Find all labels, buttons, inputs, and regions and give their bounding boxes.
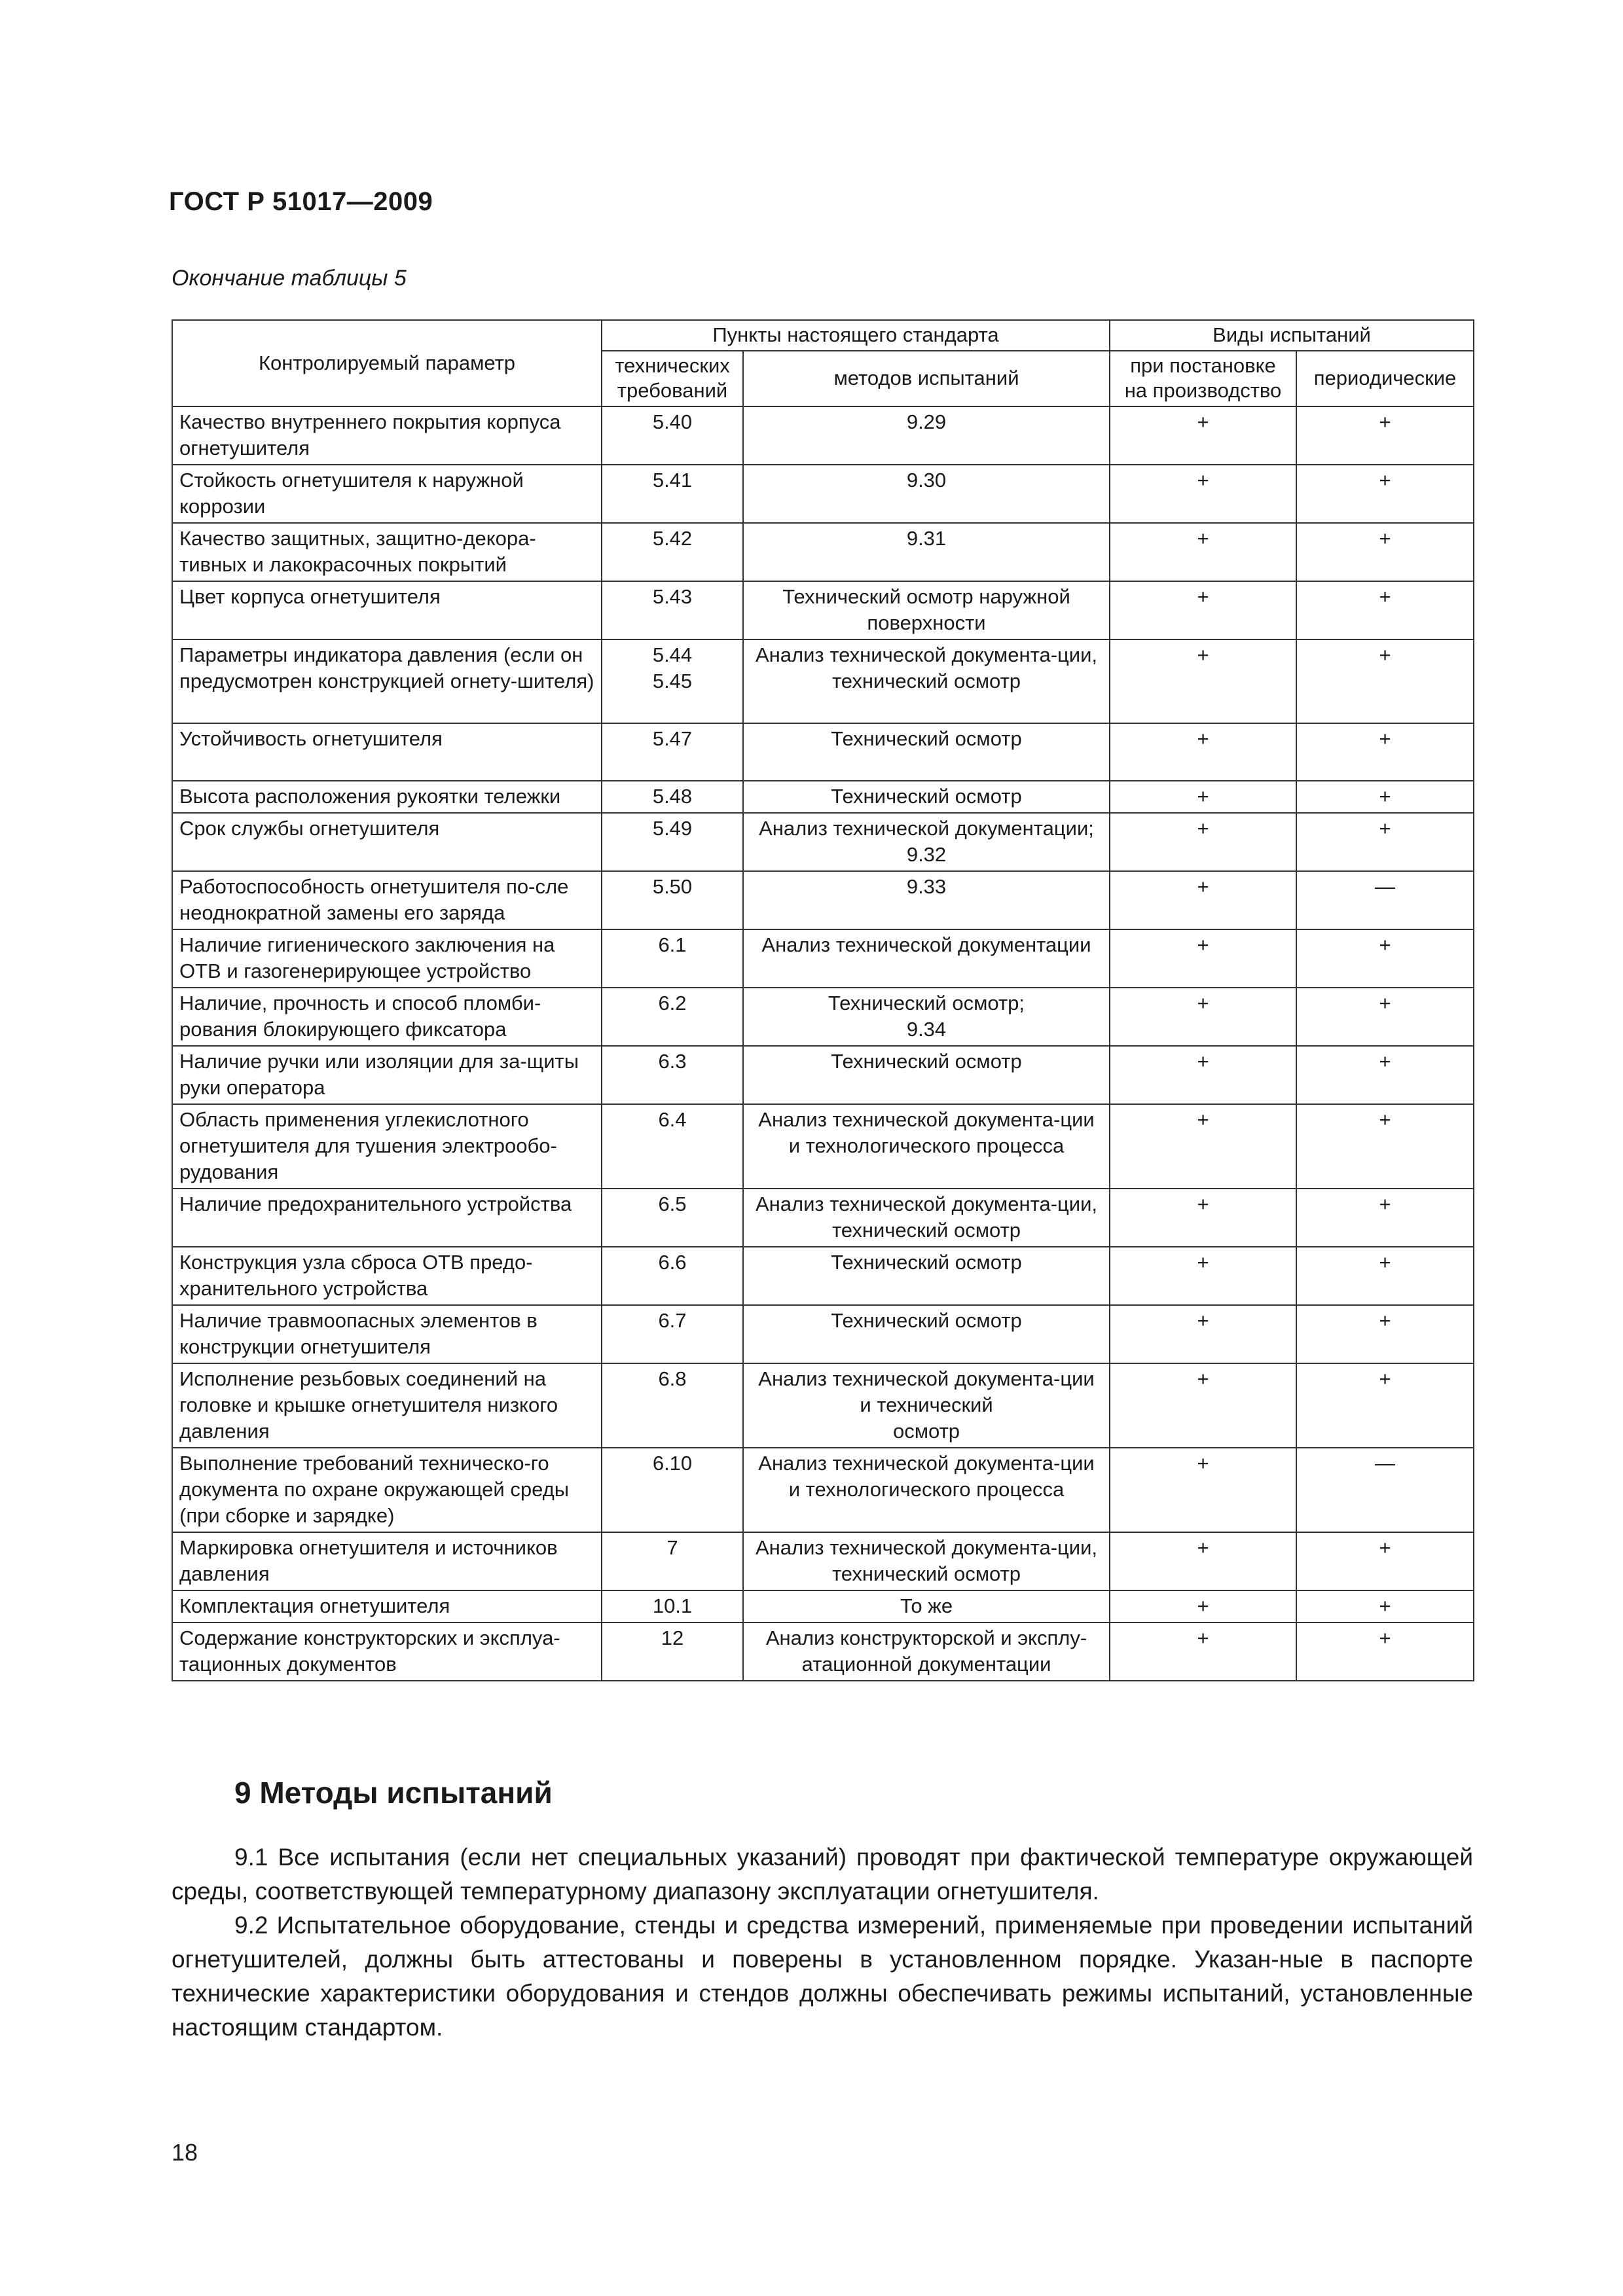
cell-test-method: Анализ технической документа-ции и технологического процесса [743,1448,1110,1532]
table-row [172,781,1474,813]
cell-periodic: + [1296,723,1474,781]
cell-parameter: Область применения углекислотного огнетушителя для тушения электрообо-рудования [172,1104,602,1189]
cell-tech-requirement: 5.42 [602,523,743,581]
page-number: 18 [172,2139,198,2166]
cell-periodic: + [1296,523,1474,581]
table-row [172,1532,1474,1590]
cell-parameter: Исполнение резьбовых соединений на головке и крышке огнетушителя низкого давления [172,1363,602,1448]
cell-periodic: + [1296,1247,1474,1305]
table-row [172,929,1474,988]
cell-test-method: Технический осмотр наружной поверхности [743,581,1110,639]
cell-test-method: Технический осмотр [743,1247,1110,1305]
cell-on-production: + [1110,1532,1296,1590]
cell-on-production: + [1110,1590,1296,1623]
table-head [172,320,1474,406]
section-body [172,1840,1473,2045]
cell-test-method: Анализ технической документации; 9.32 [743,813,1110,871]
cell-on-production: + [1110,988,1296,1046]
cell-periodic: + [1296,581,1474,639]
cell-parameter: Срок службы огнетушителя [172,813,602,871]
column-group-test-types: Виды испытаний [1110,320,1474,351]
cell-tech-requirement: 6.2 [602,988,743,1046]
column-header-periodic: периодические [1296,351,1474,406]
cell-on-production: + [1110,1448,1296,1532]
parameters-table [172,319,1474,1681]
table-row [172,1590,1474,1623]
cell-periodic: + [1296,1623,1474,1681]
cell-on-production: + [1110,781,1296,813]
cell-parameter: Конструкция узла сброса ОТВ предо-хранительного устройства [172,1247,602,1305]
cell-test-method: Технический осмотр [743,781,1110,813]
cell-tech-requirement: 6.4 [602,1104,743,1189]
cell-periodic: — [1296,1448,1474,1532]
cell-periodic: + [1296,1532,1474,1590]
cell-periodic: — [1296,871,1474,929]
cell-test-method: Анализ технической документа-ции и технический осмотр [743,1363,1110,1448]
cell-on-production: + [1110,1363,1296,1448]
cell-parameter: Наличие травмоопасных элементов в конструкции огнетушителя [172,1305,602,1363]
document-code: ГОСТ Р 51017—2009 [169,187,433,216]
column-header-tech-requirements: технических требований [602,351,743,406]
table-row [172,813,1474,871]
cell-parameter: Параметры индикатора давления (если он предусмотрен конструкцией огнету-шителя) [172,639,602,723]
cell-on-production: + [1110,1046,1296,1104]
cell-parameter: Наличие, прочность и способ пломби-рования блокирующего фиксатора [172,988,602,1046]
cell-on-production: + [1110,1189,1296,1247]
section-heading: 9 Методы испытаний [234,1776,553,1810]
table-body [172,406,1474,1681]
cell-parameter: Стойкость огнетушителя к наружной коррозии [172,465,602,523]
cell-parameter: Содержание конструкторских и эксплуа-тационных документов [172,1623,602,1681]
column-header-test-methods: методов испытаний [743,351,1110,406]
cell-periodic: + [1296,988,1474,1046]
column-group-clauses: Пункты настоящего стандарта [602,320,1110,351]
cell-on-production: + [1110,406,1296,465]
table-row [172,523,1474,581]
cell-parameter: Цвет корпуса огнетушителя [172,581,602,639]
cell-test-method: Анализ технической документа-ции и технологического процесса [743,1104,1110,1189]
cell-periodic: + [1296,1104,1474,1189]
table-row [172,406,1474,465]
cell-periodic: + [1296,1363,1474,1448]
cell-periodic: + [1296,1189,1474,1247]
cell-parameter: Маркировка огнетушителя и источников давления [172,1532,602,1590]
cell-on-production: + [1110,465,1296,523]
cell-periodic: + [1296,813,1474,871]
cell-test-method: Технический осмотр; 9.34 [743,988,1110,1046]
cell-periodic: + [1296,929,1474,988]
cell-test-method: 9.33 [743,871,1110,929]
cell-parameter: Наличие ручки или изоляции для за-щиты руки оператора [172,1046,602,1104]
cell-periodic: + [1296,781,1474,813]
cell-test-method: 9.31 [743,523,1110,581]
cell-parameter: Выполнение требований техническо-го документа по охране окружающей среды (при сборке и зарядке) [172,1448,602,1532]
paragraph-9-2: 9.2 Испытательное оборудование, стенды и средства измерений, применяемые при проведении испытаний огнетушителей, должны быть аттестованы и поверены в установленном порядке. Указан-ные в паспорте технические характеристики оборудования и стендов должны обеспечивать режимы испытаний, установленные настоящим стандартом. [172,1912,1473,2041]
table-row [172,1305,1474,1363]
table-row [172,1623,1474,1681]
cell-tech-requirement: 5.41 [602,465,743,523]
cell-on-production: + [1110,581,1296,639]
cell-parameter: Качество внутреннего покрытия корпуса огнетушителя [172,406,602,465]
table-row [172,639,1474,723]
cell-parameter: Устойчивость огнетушителя [172,723,602,781]
cell-parameter: Высота расположения рукоятки тележки [172,781,602,813]
cell-tech-requirement: 6.10 [602,1448,743,1532]
cell-test-method: Технический осмотр [743,723,1110,781]
cell-parameter: Качество защитных, защитно-декора-тивных и лакокрасочных покрытий [172,523,602,581]
cell-test-method: 9.29 [743,406,1110,465]
cell-tech-requirement: 6.6 [602,1247,743,1305]
cell-tech-requirement: 6.5 [602,1189,743,1247]
cell-tech-requirement: 6.7 [602,1305,743,1363]
cell-on-production: + [1110,639,1296,723]
cell-test-method: Анализ технической документа-ции, технический осмотр [743,639,1110,723]
cell-test-method: Технический осмотр [743,1305,1110,1363]
cell-periodic: + [1296,465,1474,523]
cell-periodic: + [1296,1305,1474,1363]
cell-tech-requirement: 5.49 [602,813,743,871]
cell-periodic: + [1296,639,1474,723]
cell-test-method: Анализ конструкторской и эксплу-атационной документации [743,1623,1110,1681]
cell-tech-requirement: 5.43 [602,581,743,639]
cell-on-production: + [1110,523,1296,581]
cell-periodic: + [1296,1046,1474,1104]
cell-on-production: + [1110,1305,1296,1363]
cell-tech-requirement: 6.3 [602,1046,743,1104]
cell-tech-requirement: 7 [602,1532,743,1590]
table-row [172,723,1474,781]
table-row [172,871,1474,929]
cell-tech-requirement: 5.48 [602,781,743,813]
cell-test-method: Анализ технической документа-ции, технический осмотр [743,1189,1110,1247]
cell-test-method: Технический осмотр [743,1046,1110,1104]
cell-on-production: + [1110,1247,1296,1305]
cell-on-production: + [1110,723,1296,781]
table-row [172,1363,1474,1448]
column-header-parameter: Контролируемый параметр [172,320,602,406]
cell-test-method: 9.30 [743,465,1110,523]
cell-test-method: Анализ технической документа-ции, технический осмотр [743,1532,1110,1590]
cell-parameter: Комплектация огнетушителя [172,1590,602,1623]
paragraph-9-1: 9.1 Все испытания (если нет специальных указаний) проводят при фактической температуре окружающей среды, соответствующей температурному диапазону эксплуатации огнетушителя. [172,1844,1473,1905]
cell-periodic: + [1296,1590,1474,1623]
cell-test-method: Анализ технической документации [743,929,1110,988]
cell-tech-requirement: 6.1 [602,929,743,988]
cell-tech-requirement: 12 [602,1623,743,1681]
table-row [172,1104,1474,1189]
table-row [172,988,1474,1046]
table-row [172,581,1474,639]
cell-test-method: То же [743,1590,1110,1623]
cell-on-production: + [1110,1104,1296,1189]
cell-tech-requirement: 10.1 [602,1590,743,1623]
table-row [172,465,1474,523]
cell-tech-requirement: 5.40 [602,406,743,465]
cell-parameter: Наличие предохранительного устройства [172,1189,602,1247]
cell-on-production: + [1110,813,1296,871]
cell-periodic: + [1296,406,1474,465]
cell-parameter: Работоспособность огнетушителя по-сле неоднократной замены его заряда [172,871,602,929]
table-row [172,1247,1474,1305]
table-row [172,1448,1474,1532]
cell-on-production: + [1110,1623,1296,1681]
table-caption: Окончание таблицы 5 [172,266,407,291]
cell-tech-requirement: 5.50 [602,871,743,929]
table-row [172,1189,1474,1247]
column-header-on-production: при постановке на производство [1110,351,1296,406]
cell-tech-requirement: 5.44 5.45 [602,639,743,723]
cell-tech-requirement: 5.47 [602,723,743,781]
cell-on-production: + [1110,929,1296,988]
cell-tech-requirement: 6.8 [602,1363,743,1448]
cell-on-production: + [1110,871,1296,929]
table-row [172,1046,1474,1104]
cell-parameter: Наличие гигиенического заключения на ОТВ и газогенерирующее устройство [172,929,602,988]
